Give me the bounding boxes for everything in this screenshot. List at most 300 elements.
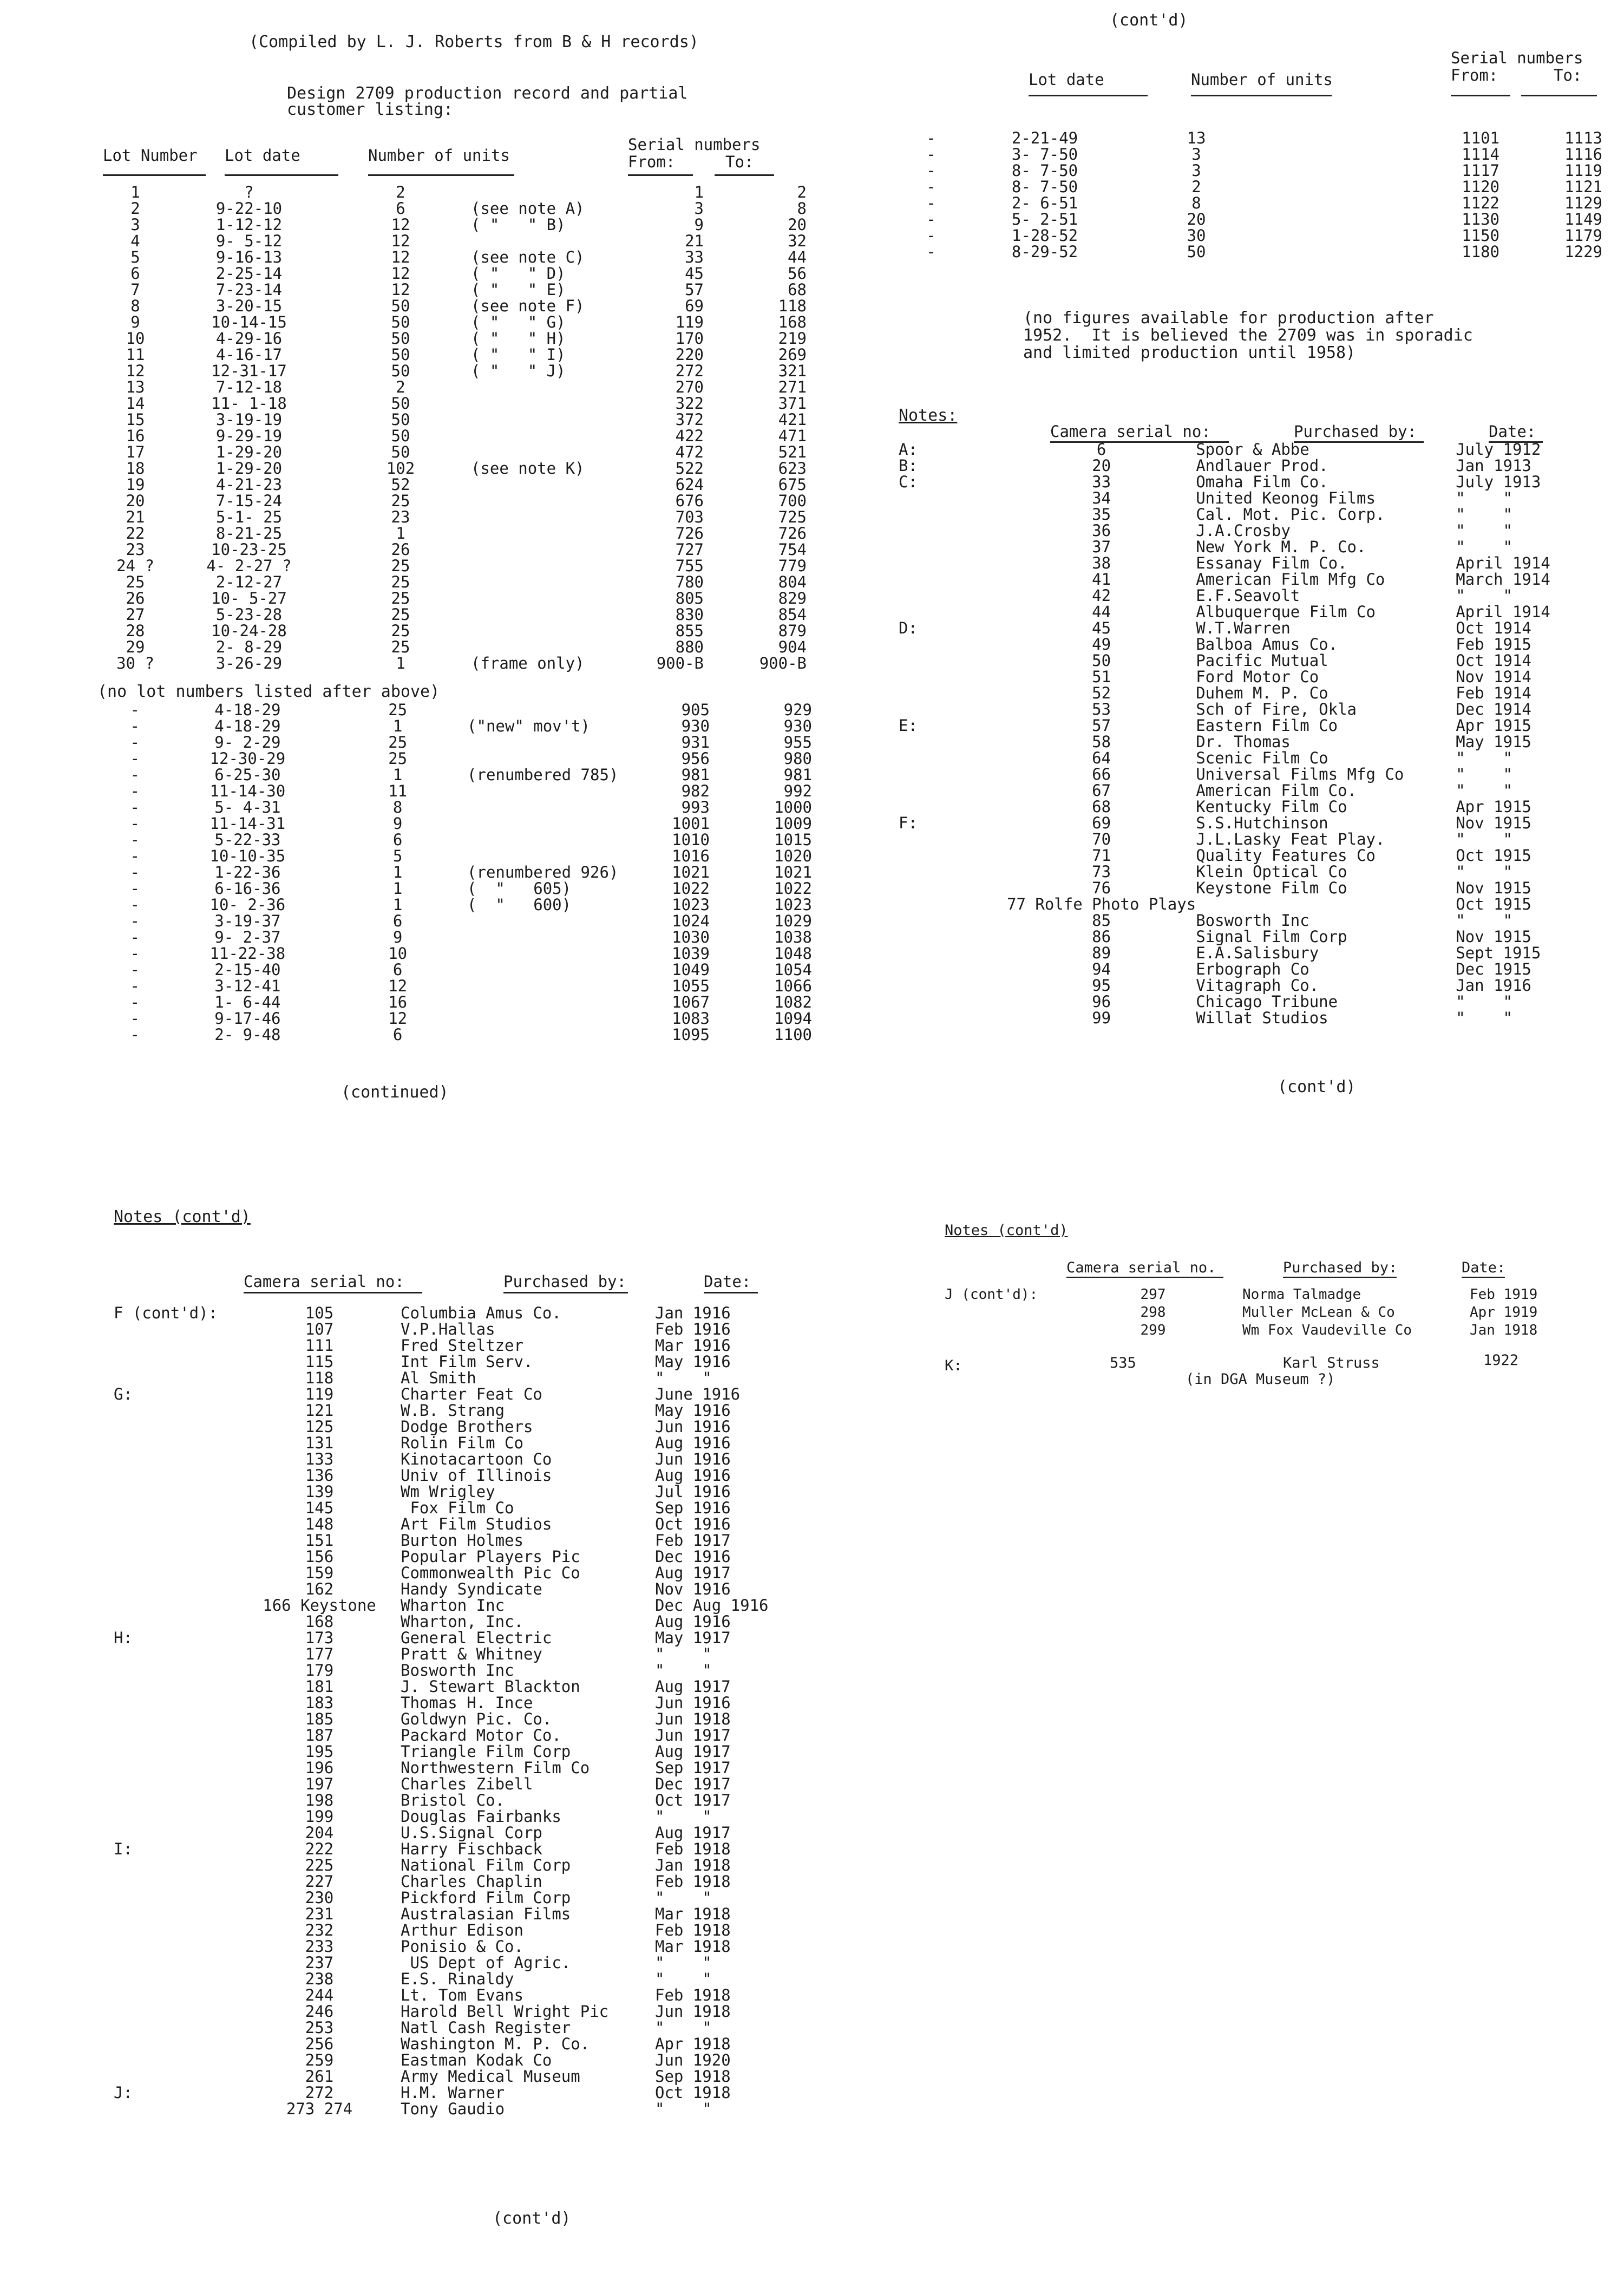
serial-to-cell: 1129: [1564, 194, 1602, 212]
purchase-date-cell: " ": [1456, 489, 1512, 507]
units-cell: 6: [392, 831, 403, 849]
camera-serial-cell: 76: [1092, 879, 1111, 897]
table-row: [114, 1630, 785, 1646]
compiled-by-line: (Compiled by L. J. Roberts from B & H records): [249, 32, 699, 51]
purchase-date-cell: Nov 1915: [1456, 927, 1531, 946]
units-cell: 1: [392, 863, 403, 881]
lot-date-cell: 8- 7-50: [1011, 178, 1078, 196]
lot-date-cell: 9-22-10: [215, 199, 283, 218]
purchase-date-cell: Sep 1916: [655, 1499, 731, 1517]
camera-serial-cell: 77 Rolfe Photo Plays: [1007, 895, 1196, 913]
serial-to-cell: 725: [778, 508, 807, 526]
units-cell: 13: [1187, 129, 1206, 147]
units-cell: 52: [391, 475, 410, 494]
purchase-date-cell: Mar 1918: [655, 1905, 731, 1923]
purchase-date-cell: Jan 1916: [1456, 976, 1531, 995]
note-ref-cell: [471, 476, 612, 493]
purchase-date-cell: Jan 1918: [655, 1856, 731, 1874]
units-cell: 26: [391, 540, 410, 559]
purchase-date-cell: Feb 1918: [655, 1840, 731, 1858]
table-row: [114, 1305, 785, 1321]
lot-date-cell: 9-16-13: [215, 248, 283, 266]
purchase-date-cell: " ": [1456, 992, 1512, 1011]
lot-number-cell: -: [130, 879, 140, 898]
purchaser-cell: Cal. Mot. Pic. Corp.: [1196, 505, 1385, 524]
note-ref-cell: [471, 411, 612, 428]
table-row: [899, 474, 1596, 490]
note-key-cell: [114, 1890, 238, 1906]
purchase-date-cell: Feb 1919: [1470, 1286, 1538, 1303]
serial-to-cell: 804: [778, 573, 807, 591]
purchaser-cell: Willat Studios: [1196, 1009, 1328, 1027]
serial-to-cell: 726: [778, 524, 807, 543]
serial-to-cell: 8: [797, 199, 807, 218]
purchase-date-cell: Feb 1914: [1456, 684, 1531, 702]
header-underline: [715, 174, 774, 176]
note-key-cell: [899, 977, 1007, 994]
camera-serial-cell: 177: [305, 1645, 334, 1663]
header-underline: [225, 174, 338, 176]
units-cell: 12: [391, 264, 410, 283]
note-key-cell: [114, 1646, 238, 1662]
table-row: [114, 2101, 785, 2117]
table-row: [114, 1792, 785, 1808]
note-key-cell: F (cont'd):: [114, 1304, 218, 1322]
purchase-date-cell: Dec Aug 1916: [655, 1596, 769, 1615]
note-ref-cell: [471, 428, 612, 444]
camera-serial-cell: 36: [1092, 521, 1111, 540]
note-ref-cell: ("new" mov't): [467, 717, 591, 735]
note-key-cell: [114, 1873, 238, 1890]
lot-date-cell: 2-25-14: [215, 264, 283, 283]
serial-from-cell: 1083: [672, 1009, 710, 1028]
purchaser-cell: Harry Fischback: [401, 1840, 542, 1858]
lot-date-cell: 7-12-18: [215, 378, 283, 396]
purchaser-cell: Sch of Fire, Okla: [1196, 700, 1357, 718]
note-ref-cell: [467, 815, 618, 832]
purchase-date-cell: March 1914: [1456, 570, 1550, 589]
serial-to-cell: 700: [778, 492, 807, 510]
camera-serial-cell: 35: [1092, 505, 1111, 524]
table-row: [114, 1581, 785, 1597]
table-row: [114, 1467, 785, 1484]
table-row: [103, 411, 807, 428]
table-row: [899, 945, 1596, 961]
lot-date-cell: 3-19-19: [215, 410, 283, 429]
table-row: [114, 1938, 785, 1955]
purchase-date-cell: Dec 1916: [655, 1547, 731, 1566]
purchase-date-cell: " ": [1456, 538, 1512, 556]
serial-to-cell: 1023: [774, 896, 812, 914]
purchaser-cell: Wm Fox Vaudeville Co: [1242, 1322, 1412, 1338]
note-key-cell: [899, 799, 1007, 815]
serial-from-cell: 1117: [1462, 161, 1499, 180]
table-row: [103, 655, 807, 671]
camera-serial-cell: 232: [305, 1921, 334, 1939]
lot-number-cell: -: [130, 944, 140, 963]
serial-to-cell: 32: [788, 232, 807, 250]
lot-date-cell: 4-21-23: [215, 475, 283, 494]
table-row: [103, 945, 812, 962]
purchase-date-cell: " ": [655, 1369, 712, 1387]
note-key-cell: [899, 847, 1007, 864]
note-key-cell: [899, 522, 1007, 539]
note-key-cell: [114, 1792, 238, 1808]
purchase-date-cell: Apr 1915: [1456, 716, 1531, 735]
purchaser-cell: General Electric: [401, 1629, 552, 1647]
lot-date-cell: 1- 6-44: [214, 993, 281, 1011]
purchase-date-cell: Dec 1917: [655, 1775, 731, 1793]
purchaser-cell: [1196, 896, 1456, 912]
table-row: [103, 298, 807, 314]
lot-number-cell: -: [130, 782, 140, 800]
note-ref-cell: [467, 702, 618, 718]
table-row: [103, 994, 812, 1010]
lot-date-cell: 12-31-17: [211, 362, 287, 380]
units-cell: 50: [391, 427, 410, 445]
purchase-date-cell: " ": [655, 1889, 712, 1907]
serial-from-cell: 931: [681, 733, 710, 752]
camera-serial-cell: 73: [1092, 862, 1111, 881]
note-ref-cell: [471, 525, 612, 541]
camera-serial-cell: 68: [1092, 798, 1111, 816]
camera-serial-cell: 136: [305, 1466, 334, 1485]
serial-from-cell: 755: [675, 557, 704, 575]
lot-date-cell: 5-22-33: [214, 831, 281, 849]
serial-to-cell: 929: [783, 701, 812, 719]
header-underline: [103, 174, 206, 176]
lot-number-cell: -: [130, 831, 140, 849]
lot-date-cell: 5- 2-51: [1011, 210, 1078, 228]
serial-to-cell: 930: [783, 717, 812, 735]
purchase-date-cell: Aug 1916: [655, 1466, 731, 1485]
serial-to-cell: 2: [797, 183, 807, 201]
lot-number-cell: -: [130, 896, 140, 914]
lot-number-cell: -: [926, 194, 936, 212]
note-key-cell: [899, 701, 1007, 717]
header-underline: [368, 174, 514, 176]
purchaser-cell: Art Film Studios: [401, 1515, 552, 1533]
units-cell: 8: [1191, 194, 1201, 212]
note-key-cell: [114, 1370, 238, 1386]
serial-from-cell: 272: [675, 362, 704, 380]
purchase-date-cell: Jun 1920: [655, 2051, 731, 2069]
purchase-date-cell: " ": [1456, 765, 1512, 783]
table-row: [103, 734, 812, 750]
note-key-cell: [899, 490, 1007, 506]
serial-from-cell: 1114: [1462, 145, 1499, 164]
serial-to-cell: 1229: [1564, 243, 1602, 261]
note-ref-cell: ( " " E): [471, 280, 566, 299]
camera-serial-cell: 115: [305, 1352, 334, 1371]
units-cell: 12: [391, 215, 410, 234]
camera-serial-cell: 67: [1092, 781, 1111, 800]
purchaser-cell: Rolin Film Co: [401, 1434, 523, 1452]
purchase-date-cell: Jan 1913: [1456, 456, 1531, 475]
purchaser-cell: Erbograph Co: [1196, 960, 1309, 978]
note-ref-cell: ( " 600): [467, 896, 572, 914]
table-row: [899, 227, 1602, 244]
lot-number-cell: 20: [126, 492, 145, 510]
camera-serial-cell: 131: [305, 1434, 334, 1452]
table-row: [114, 1841, 785, 1857]
note-key-cell: [114, 1597, 238, 1613]
note-k-date: 1922: [1483, 1352, 1519, 1369]
lot-date-cell: 2-21-49: [1011, 129, 1078, 147]
lot-date-cell: 1-28-52: [1011, 226, 1078, 245]
purchaser-cell: Bosworth Inc: [401, 1661, 514, 1680]
lot-number-cell: 2: [130, 199, 140, 218]
lot-number-cell: 10: [126, 329, 145, 348]
units-cell: 6: [392, 912, 403, 930]
purchase-date-cell: Apr 1918: [655, 2035, 731, 2053]
units-cell: 23: [391, 508, 410, 526]
serial-from-cell: 900-B: [656, 654, 704, 672]
camera-serial-cell: 195: [305, 1742, 334, 1761]
note-ref-cell: [467, 848, 618, 864]
table-row: [899, 146, 1602, 162]
serial-from-cell: 322: [675, 394, 704, 413]
note-key-cell: [114, 1354, 238, 1370]
lot-number-cell: -: [926, 178, 936, 196]
purchase-date-cell: Aug 1917: [655, 1824, 731, 1842]
lot-number-cell: 6: [130, 264, 140, 283]
purchaser-cell: Balboa Amus Co.: [1196, 635, 1338, 654]
lot-date-cell: 1-22-36: [214, 863, 281, 881]
lot-date-cell: 2- 6-51: [1011, 194, 1078, 212]
lot-number-cell: -: [130, 701, 140, 719]
spacer-cell: [1267, 195, 1407, 211]
purchase-date-cell: Feb 1916: [655, 1320, 731, 1338]
lot-number-cell: 30 ?: [116, 654, 154, 672]
serial-from-cell: 676: [675, 492, 704, 510]
lot-number-cell: -: [130, 863, 140, 881]
serial-from-cell: 830: [675, 605, 704, 624]
lot-number-cell: -: [130, 1025, 140, 1044]
serial-to-cell: 68: [788, 280, 807, 299]
units-cell: 16: [388, 993, 408, 1011]
note-key-cell: [114, 1922, 238, 1938]
figures-note-line-3: and limited production until 1958): [1023, 343, 1356, 362]
header-to: To:: [1554, 66, 1582, 84]
note-key-cell: [114, 1402, 238, 1419]
lot-number-cell: 4: [130, 232, 140, 250]
table-row: [899, 815, 1596, 831]
note-ref-cell: [467, 978, 618, 994]
table-row: [114, 1419, 785, 1435]
note-key-cell: [114, 1467, 238, 1484]
table-row: [103, 750, 812, 767]
camera-serial-cell: 139: [305, 1482, 334, 1501]
camera-serial-cell: 298: [1140, 1304, 1166, 1321]
serial-from-cell: 1023: [672, 896, 710, 914]
lot-date-cell: 1-29-20: [215, 443, 283, 461]
note-ref-cell: [471, 184, 612, 200]
table-row: [103, 314, 807, 330]
note-key-cell: [899, 945, 1007, 961]
camera-serial-cell: 256: [305, 2035, 334, 2053]
camera-serial-cell: 197: [305, 1775, 334, 1793]
table-row: [114, 2068, 785, 2084]
purchase-date-cell: Aug 1916: [655, 1434, 731, 1452]
lot-date-cell: 4-18-29: [214, 717, 281, 735]
camera-serial-cell: 299: [1140, 1322, 1166, 1338]
serial-from-cell: 220: [675, 345, 704, 364]
table-row: [114, 1743, 785, 1760]
serial-to-cell: 1022: [774, 879, 812, 898]
serial-to-cell: 779: [778, 557, 807, 575]
purchaser-cell: E.F.Seavolt: [1196, 586, 1300, 605]
table-row: [103, 606, 807, 623]
purchase-date-cell: Apr 1915: [1456, 798, 1531, 816]
table-row: [899, 799, 1596, 815]
spacer-cell: [1267, 146, 1407, 162]
serial-from-cell: 170: [675, 329, 704, 348]
spacer-cell: [1267, 227, 1407, 244]
table-row: [114, 1890, 785, 1906]
lot-number-cell: 12: [126, 362, 145, 380]
note-key-cell: J:: [114, 2083, 133, 2102]
serial-to-cell: 118: [778, 297, 807, 315]
table-row: [899, 441, 1596, 458]
serial-from-cell: 703: [675, 508, 704, 526]
lot-number-cell: -: [130, 928, 140, 946]
table-row: [899, 912, 1596, 929]
header-underline: [1521, 95, 1597, 96]
purchaser-cell: Northwestern Film Co: [401, 1759, 590, 1777]
table-row: [899, 555, 1596, 571]
purchaser-cell: W.B. Strang: [401, 1401, 505, 1420]
production-table-1949-1952: [899, 130, 1602, 260]
table-row: [103, 832, 812, 848]
serial-from-cell: 1030: [672, 928, 710, 946]
lot-date-cell: 10-23-25: [211, 540, 287, 559]
serial-to-cell: 1054: [774, 960, 812, 979]
header-from: From:: [628, 153, 676, 171]
units-cell: 50: [391, 329, 410, 348]
note-key-cell: J (cont'd):: [945, 1286, 1038, 1303]
units-cell: 25: [388, 701, 408, 719]
lot-date-cell: 4-18-29: [214, 701, 281, 719]
purchase-date-cell: Aug 1917: [655, 1742, 731, 1761]
purchaser-cell: American Film Mfg Co: [1196, 570, 1385, 589]
note-key-cell: [899, 506, 1007, 522]
note-key-cell: [114, 1532, 238, 1548]
customer-notes-table: [899, 441, 1596, 1026]
note-ref-cell: [471, 379, 612, 395]
serial-from-cell: 1016: [672, 847, 710, 865]
table-row: [899, 244, 1602, 260]
note-ref-cell: [467, 994, 618, 1010]
camera-serial-cell: 125: [305, 1417, 334, 1436]
serial-from-cell: 1067: [672, 993, 710, 1011]
lot-number-cell: 1: [130, 183, 140, 201]
camera-serial-cell: 50: [1092, 651, 1111, 670]
lot-date-cell: 7-15-24: [215, 492, 283, 510]
units-cell: 30: [1187, 226, 1206, 245]
table-row: [899, 847, 1596, 864]
serial-to-cell: 1121: [1564, 178, 1602, 196]
table-row: [114, 1873, 785, 1890]
camera-serial-cell: 86: [1092, 927, 1111, 946]
notes-header-date: Date:: [1462, 1259, 1506, 1276]
table-row: [103, 702, 812, 718]
camera-serial-cell: 272: [305, 2083, 334, 2102]
note-ref-cell: [467, 783, 618, 799]
purchase-date-cell: Apr 1919: [1470, 1304, 1538, 1321]
purchase-date-cell: Mar 1916: [655, 1336, 731, 1355]
camera-serial-cell: 96: [1092, 992, 1111, 1011]
purchase-date-cell: Oct 1914: [1456, 651, 1531, 670]
camera-serial-cell: 222: [305, 1840, 334, 1858]
note-ref-cell: [471, 444, 612, 460]
purchaser-cell: Wharton, Inc.: [401, 1612, 523, 1631]
serial-to-cell: 1082: [774, 993, 812, 1011]
purchase-date-cell: Oct 1915: [1456, 895, 1531, 913]
serial-from-cell: 1039: [672, 944, 710, 963]
note-key-cell: G:: [114, 1385, 133, 1403]
note-key-cell: [114, 2020, 238, 2036]
table-row: [114, 1354, 785, 1370]
lot-number-cell: -: [130, 749, 140, 768]
purchase-date-cell: " ": [655, 1661, 712, 1680]
purchaser-cell: Keystone Film Co: [1196, 879, 1347, 897]
camera-serial-cell: 253: [305, 2018, 334, 2037]
lot-number-cell: -: [926, 243, 936, 261]
table-row: [103, 929, 812, 945]
table-row: [899, 539, 1596, 555]
purchase-date-cell: " ": [1456, 911, 1512, 930]
purchaser-cell: Vitagraph Co.: [1196, 976, 1319, 995]
serial-from-cell: 1024: [672, 912, 710, 930]
table-row: [103, 330, 807, 347]
table-row: [899, 636, 1596, 652]
serial-from-cell: 21: [685, 232, 704, 250]
camera-serial-cell: 111: [305, 1336, 334, 1355]
serial-to-cell: 269: [778, 345, 807, 364]
camera-serial-cell: 45: [1092, 619, 1111, 637]
note-ref-cell: ( " " H): [471, 329, 566, 348]
serial-from-cell: 956: [681, 749, 710, 768]
purchaser-cell: E.A.Salisbury: [1196, 944, 1319, 962]
lot-date-cell: 2- 8-29: [215, 638, 283, 656]
table-row: [899, 162, 1602, 179]
units-cell: 50: [391, 443, 410, 461]
serial-to-cell: 980: [783, 749, 812, 768]
table-row: [114, 1500, 785, 1516]
note-key-cell: [899, 555, 1007, 571]
table-row: [103, 265, 807, 282]
purchaser-cell: National Film Corp: [401, 1856, 571, 1874]
serial-to-cell: 371: [778, 394, 807, 413]
purchase-date-cell: Sep 1917: [655, 1759, 731, 1777]
note-key-cell: [899, 652, 1007, 669]
camera-serial-cell: 38: [1092, 554, 1111, 572]
table-row: [103, 525, 807, 541]
note-key-cell: [899, 831, 1007, 847]
purchase-date-cell: " ": [1456, 830, 1512, 848]
purchase-date-cell: May 1916: [655, 1401, 731, 1420]
purchaser-cell: Chicago Tribune: [1196, 992, 1338, 1011]
note-ref-cell: [471, 558, 612, 574]
table-row: [899, 685, 1596, 701]
purchaser-cell: Spoor & Abbe: [1196, 440, 1309, 459]
serial-to-cell: 829: [778, 589, 807, 607]
purchase-date-cell: Nov 1914: [1456, 668, 1531, 686]
purchase-date-cell: " ": [1456, 781, 1512, 800]
lot-number-cell: -: [926, 210, 936, 228]
purchaser-cell: Burton Holmes: [401, 1531, 523, 1550]
